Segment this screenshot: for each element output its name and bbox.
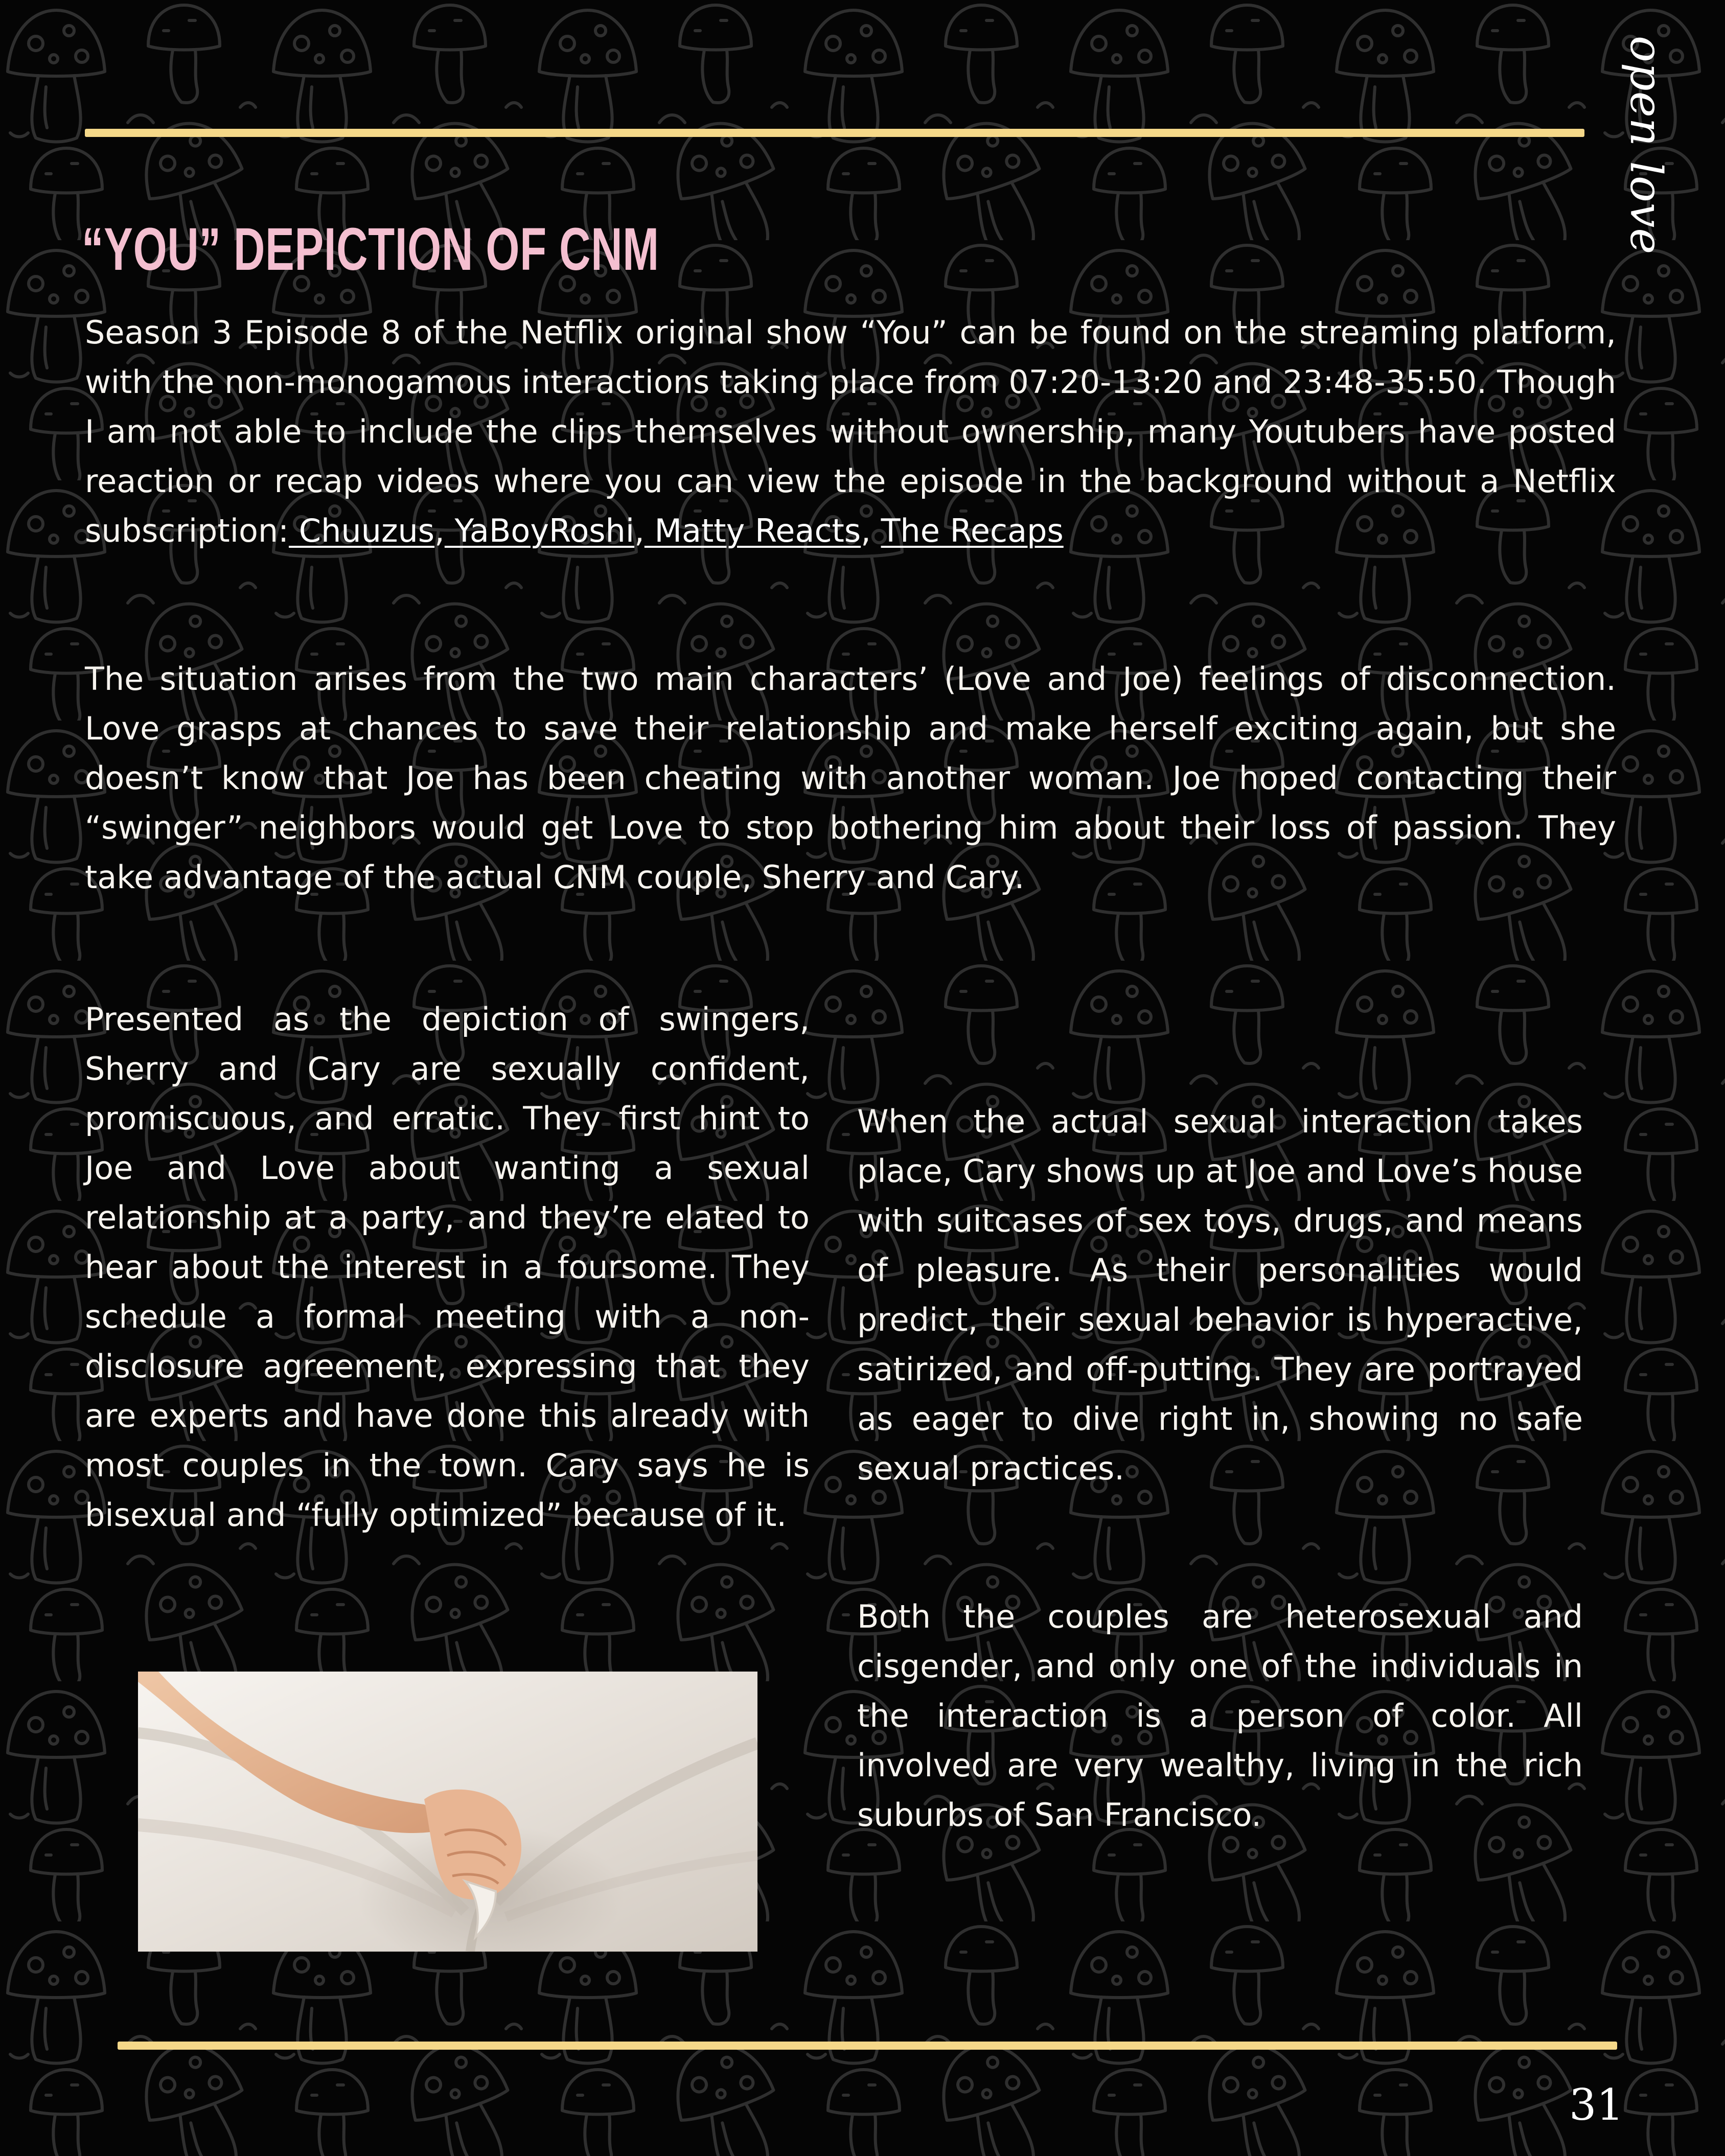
hand-gripping-sheets-photo [138,1672,757,1952]
intro-paragraph: Season 3 Episode 8 of the Netflix original show “You” can be found on the streaming platform, with the non-monogamous interactions taking place from 07:20-13:20 and 23:48-35:50. Though I am not able to include the clips themselves without ownership, many Youtubers have posted reaction or recap videos where you can view the episode in the background without a Netflix subscription: Chuuzus, YaBoyRoshi, Matty Reacts, The Recaps [85,314,1616,549]
situation-paragraph: The situation arises from the two main characters’ (Love and Joe) feelings of disconnection. Love grasps at chances to save their relationship and make herself exciting again, but she doesn’t know that Joe has been cheating with another woman. Joe hoped contacting their “swinger” neighbors would get Love to stop bothering him about their loss of passion. They take advantage of the actual CNM couple, Sherry and Cary. [85,660,1616,896]
link-chuuzus[interactable]: Chuuzus [289,512,435,549]
link-yaboyroshi[interactable]: YaBoyRoshi [444,512,635,549]
demographics-paragraph: Both the couples are heterosexual and cisgender, and only one of the individuals in the interaction is a person of color. All involved are very wealthy, living in the rich suburbs of San Francisco. [857,1598,1583,1834]
intro-text: Season 3 Episode 8 of the Netflix original show “You” can be found on the streaming platform, with the non-monogamous interactions taking place from 07:20-13:20 and 23:48-35:50. Though I am not able to include the clips themselves without ownership, many Youtubers have posted reaction or recap videos where you can view the episode in the background without a Netflix subscription: [85,314,1616,549]
magazine-name: open love [1620,36,1671,255]
interaction-paragraph: When the actual sexual interaction takes place, Cary shows up at Joe and Love’s house with suitcases of sex toys, drugs, and means of pleasure. As their personalities would predict, their sexual behavior is hyperactive, satirized, and off-putting. They are portrayed as eager to dive right in, showing no safe sexual practices. [857,1103,1583,1487]
link-the-recaps[interactable]: The Recaps [881,512,1064,549]
article-heading: “YOU” DEPICTION OF CNM [82,216,659,283]
swingers-depiction-paragraph: Presented as the depiction of swingers, Sherry and Cary are sexually confident, promiscuous, and erratic. They first hint to Joe and Love about wanting a sexual relationship at a party, and they’re elated to hear about the interest in a foursome. They schedule a formal meeting with a non-disclosure agreement, expressing that they are experts and have done this already with most couples in the town. Cary says he is bisexual and “fully optimized” because of it. [85,1001,810,1534]
bottom-accent-rule [118,2042,1617,2050]
page-number: 31 [1569,2080,1624,2130]
top-accent-rule [85,129,1584,137]
link-matty-reacts[interactable]: Matty Reacts [644,512,861,549]
